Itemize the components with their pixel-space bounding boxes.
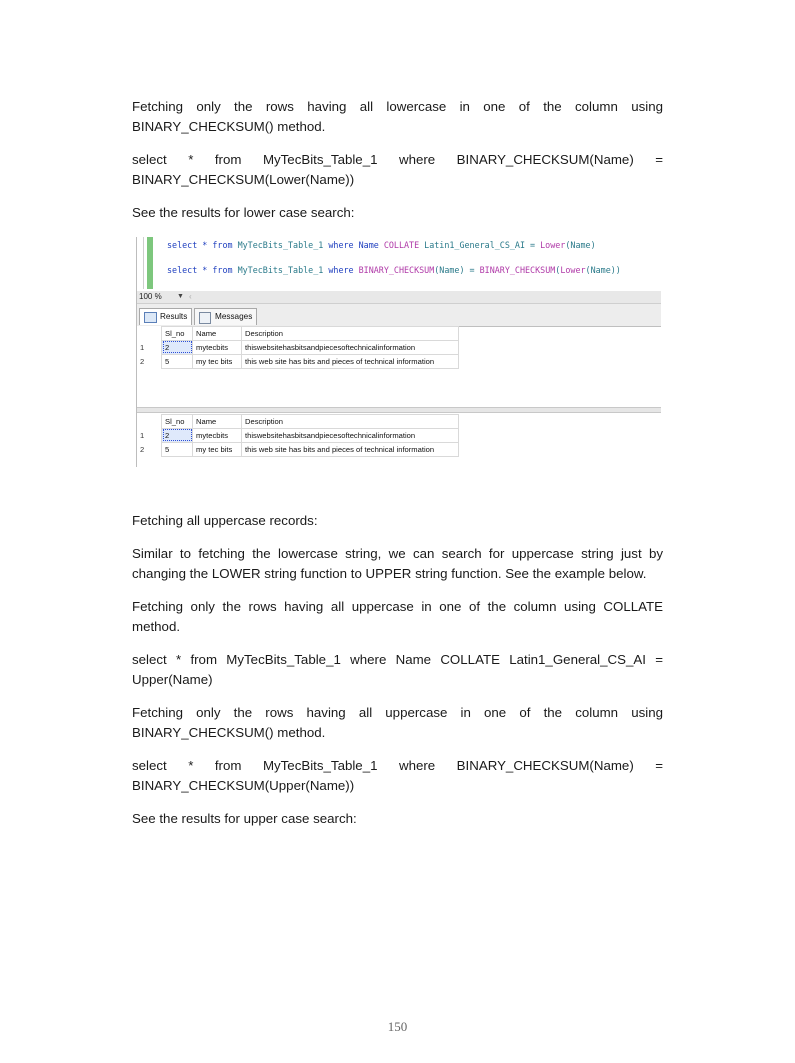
- paragraph: See the results for lower case search:: [132, 205, 355, 220]
- row-number: 2: [140, 444, 145, 454]
- message-icon: [199, 312, 211, 324]
- result-grid-2: [137, 414, 459, 457]
- cell-sl-no[interactable]: 5: [162, 354, 193, 368]
- row-number: 2: [140, 356, 145, 366]
- cell-name[interactable]: mytecbits: [193, 340, 242, 354]
- ssms-screenshot: [133, 237, 661, 467]
- tab-messages-label: Messages: [215, 311, 253, 321]
- row-number: 1: [140, 342, 145, 352]
- scroll-left-icon[interactable]: ‹: [189, 291, 192, 301]
- chevron-down-icon[interactable]: ▼: [177, 292, 184, 300]
- paragraph: Fetching only the rows having all uppercase in one of the column using COLLATE method.: [132, 599, 663, 634]
- table-row[interactable]: [137, 442, 459, 456]
- header-row: [137, 414, 459, 428]
- page-number: 150: [387, 1019, 408, 1034]
- sql-query-text: select * from MyTecBits_Table_1 where BINARY_CHECKSUM(Name) = BINARY_CHECKSUM(Lower(Name)): [132, 152, 663, 187]
- editor-gutter-line: [143, 237, 144, 289]
- column-header[interactable]: Sl_no: [162, 326, 193, 340]
- column-header[interactable]: Description: [242, 326, 459, 340]
- column-header[interactable]: Name: [193, 326, 242, 340]
- paragraph: Similar to fetching the lowercase string, we can search for uppercase string just by changing the LOWER string function to UPPER string function. See the example below.: [132, 546, 663, 581]
- tab-results[interactable]: [139, 308, 192, 325]
- cell-sl-no[interactable]: 2: [162, 428, 193, 442]
- page-content: [132, 97, 663, 843]
- tab-results-label: Results: [160, 311, 188, 321]
- query-line-1: select * from MyTecBits_Table_1 where Name COLLATE Latin1_General_CS_AI = Lower(Name): [167, 239, 596, 250]
- paragraph: Fetching only the rows having all uppercase in one of the column using BINARY_CHECKSUM() method.: [132, 705, 663, 740]
- cell-description[interactable]: thiswebsitehasbitsandpiecesoftechnicalinformation: [242, 428, 459, 442]
- sql-query-text: select * from MyTecBits_Table_1 where BINARY_CHECKSUM(Name) = BINARY_CHECKSUM(Upper(Name)): [132, 758, 663, 793]
- paragraph: Fetching only the rows having all lowercase in one of the column using BINARY_CHECKSUM() method.: [132, 99, 663, 134]
- change-marker-bar: [147, 237, 153, 289]
- tab-messages[interactable]: [194, 308, 257, 325]
- cell-name[interactable]: mytecbits: [193, 428, 242, 442]
- table-row[interactable]: [137, 428, 459, 442]
- zoom-toolbar: [137, 291, 661, 304]
- column-header[interactable]: Name: [193, 414, 242, 428]
- zoom-level[interactable]: 100 %: [139, 291, 162, 301]
- grid-icon: [144, 312, 157, 323]
- header-row: [137, 326, 459, 340]
- cell-name[interactable]: my tec bits: [193, 354, 242, 368]
- section-heading: Fetching all uppercase records:: [132, 512, 318, 528]
- column-header[interactable]: Sl_no: [162, 414, 193, 428]
- results-splitter[interactable]: [137, 407, 661, 413]
- cell-description[interactable]: thiswebsitehasbitsandpiecesoftechnicalinformation: [242, 340, 459, 354]
- column-header[interactable]: Description: [242, 414, 459, 428]
- query-line-2: select * from MyTecBits_Table_1 where BINARY_CHECKSUM(Name) = BINARY_CHECKSUM(Lower(Name)): [167, 264, 621, 275]
- cell-description[interactable]: this web site has bits and pieces of technical information: [242, 442, 459, 456]
- paragraph: See the results for upper case search:: [132, 811, 357, 826]
- sql-query-text: select * from MyTecBits_Table_1 where Name COLLATE Latin1_General_CS_AI = Upper(Name): [132, 652, 663, 687]
- cell-name[interactable]: my tec bits: [193, 442, 242, 456]
- cell-sl-no[interactable]: 2: [162, 340, 193, 354]
- table-row[interactable]: [137, 354, 459, 368]
- row-number: 1: [140, 430, 145, 440]
- table-row[interactable]: [137, 340, 459, 354]
- cell-description[interactable]: this web site has bits and pieces of technical information: [242, 354, 459, 368]
- cell-sl-no[interactable]: 5: [162, 442, 193, 456]
- results-tab-bar: [137, 304, 661, 327]
- result-grid-1: [137, 326, 459, 369]
